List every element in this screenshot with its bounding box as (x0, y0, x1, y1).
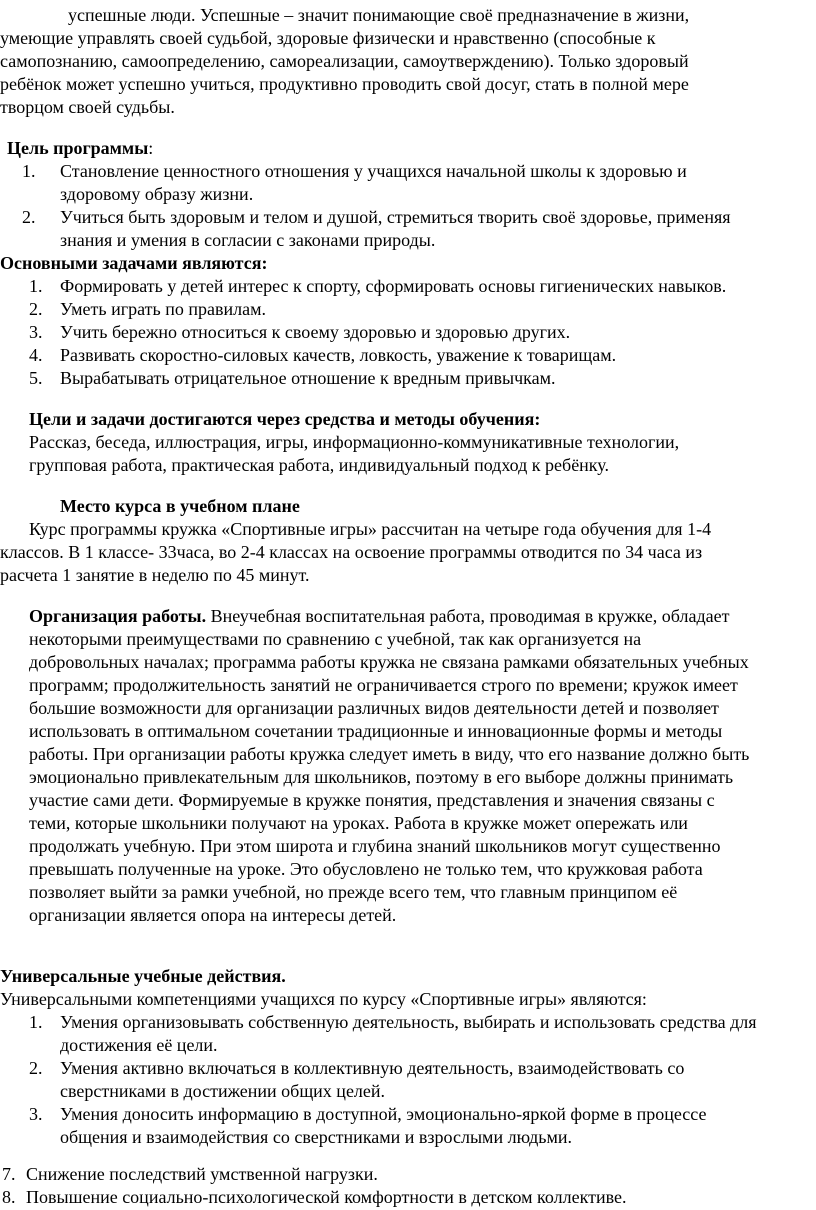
goal-item-line: здоровому образу жизни. (60, 184, 254, 204)
intro-line: самопознанию, самоопределению, самореализации, самоутверждению). Только здоровый (0, 51, 689, 71)
universal-item-line: Умения активно включаться в коллективную деятельность, взаимодействовать со (60, 1058, 685, 1078)
list-number: 2. (29, 299, 43, 319)
universal-item-line: Умения организовывать собственную деятельность, выбирать и использовать средства для (60, 1012, 757, 1032)
organization-first-line-text: Внеучебная воспитательная работа, проводимая в кружке, обладает (206, 606, 730, 626)
organization-line: добровольных началах; программа работы кружка не связана рамками обязательных учебных (29, 652, 749, 672)
organization-line: работы. При организации работы кружка следует иметь в виду, что его название должно быть (29, 744, 750, 764)
organization-line: продолжать учебную. При этом широта и глубина знаний школьников могут существенно (29, 836, 721, 856)
goal-item-line: Учиться быть здоровым и телом и душой, стремиться творить своё здоровье, применяя (60, 207, 731, 227)
list-number: 3. (29, 1104, 43, 1124)
organization-line: участие сами дети. Формируемые в кружке понятия, представления и значения связаны с (29, 790, 715, 810)
place-line: расчета 1 занятие в неделю по 45 минут. (0, 565, 310, 585)
goal-heading: Цель программы (7, 138, 149, 158)
methods-line: групповая работа, практическая работа, индивидуальный подход к ребёнку. (29, 455, 609, 475)
intro-line: творцом своей судьбы. (0, 97, 175, 117)
intro-line: успешные люди. Успешные – значит понимающие своё предназначение в жизни, (68, 5, 690, 25)
list-number: 2. (22, 207, 36, 227)
universal-intro: Универсальными компетенциями учащихся по курсу «Спортивные игры» являются: (0, 989, 647, 1009)
universal-item-line: Умения доносить информацию в доступной, эмоционально-яркой форме в процессе (60, 1104, 707, 1124)
list-number: 4. (29, 345, 43, 365)
universal-heading: Универсальные учебные действия. (0, 966, 286, 986)
tasks-item: Развивать скоростно-силовых качеств, ловкость, уважение к товарищам. (60, 345, 617, 365)
universal-item-line: сверстниками в достижении общих целей. (60, 1081, 386, 1101)
tail-item: Снижение последствий умственной нагрузки. (26, 1164, 378, 1184)
goal-item-line: знания и умения в согласии с законами природы. (60, 230, 436, 250)
list-number: 1. (29, 276, 43, 296)
tail-item: Повышение социально-психологической комфортности в детском коллективе. (26, 1187, 627, 1207)
intro-line: ребёнок может успешно учиться, продуктивно проводить свой досуг, стать в полной мере (0, 74, 689, 94)
place-line: Курс программы кружка «Спортивные игры» рассчитан на четыре года обучения для 1-4 (29, 519, 712, 539)
list-number: 2. (29, 1058, 43, 1078)
organization-heading: Организация работы. (29, 606, 207, 626)
methods-heading: Цели и задачи достигаются через средства и методы обучения: (29, 409, 541, 429)
tasks-item: Формировать у детей интерес к спорту, сформировать основы гигиенических навыков. (60, 276, 727, 296)
organization-line: теми, которые школьники получают на уроках. Работа в кружке может опережать или (29, 813, 688, 833)
organization-line: позволяет выйти за рамки учебной, но прежде всего тем, что главным принципом её (29, 882, 678, 902)
organization-line: программ; продолжительность занятий не ограничивается строго по времени; кружок имеет (29, 675, 738, 695)
tasks-item: Вырабатывать отрицательное отношение к вредным привычкам. (60, 368, 556, 388)
tasks-item: Учить бережно относиться к своему здоровью и здоровью других. (60, 322, 571, 342)
tasks-heading: Основными задачами являются: (0, 253, 268, 273)
organization-line: большие возможности для организации различных видов деятельности детей и позволяет (29, 698, 719, 718)
list-number: 5. (29, 368, 43, 388)
place-line: классов. В 1 классе- 33часа, во 2-4 классах на освоение программы отводится по 34 часа из (0, 542, 703, 562)
place-heading: Место курса в учебном плане (60, 496, 300, 516)
organization-line: превышать полученные на уроке. Это обусловлено не только тем, что кружковая работа (29, 859, 703, 879)
methods-line: Рассказ, беседа, иллюстрация, игры, информационно-коммуникативные технологии, (29, 432, 680, 452)
universal-item-line: достижения её цели. (60, 1035, 218, 1055)
organization-first-line (29, 605, 729, 628)
organization-line: эмоционально привлекательным для школьников, поэтому в его выборе должны принимать (29, 767, 734, 787)
list-number: 3. (29, 322, 43, 342)
goal-colon: : (148, 138, 154, 158)
goal-item-line: Становление ценностного отношения у учащихся начальной школы к здоровью и (60, 161, 687, 181)
organization-line: некоторыми преимуществами по сравнению с учебной, так как организуется на (29, 629, 642, 649)
intro-line: умеющие управлять своей судьбой, здоровые физически и нравственно (способные к (0, 28, 656, 48)
list-number: 1. (29, 1012, 43, 1032)
universal-item-line: общения и взаимодействия со сверстниками и взрослыми людьми. (60, 1127, 572, 1147)
organization-line: организации является опора на интересы детей. (29, 905, 397, 925)
list-number: 1. (22, 161, 36, 181)
list-number: 8. (2, 1187, 16, 1207)
tasks-item: Уметь играть по правилам. (60, 299, 266, 319)
list-number: 7. (2, 1164, 16, 1184)
organization-line: использовать в оптимальном сочетании традиционные и инновационные формы и методы (29, 721, 723, 741)
goal-heading-line (7, 137, 153, 160)
